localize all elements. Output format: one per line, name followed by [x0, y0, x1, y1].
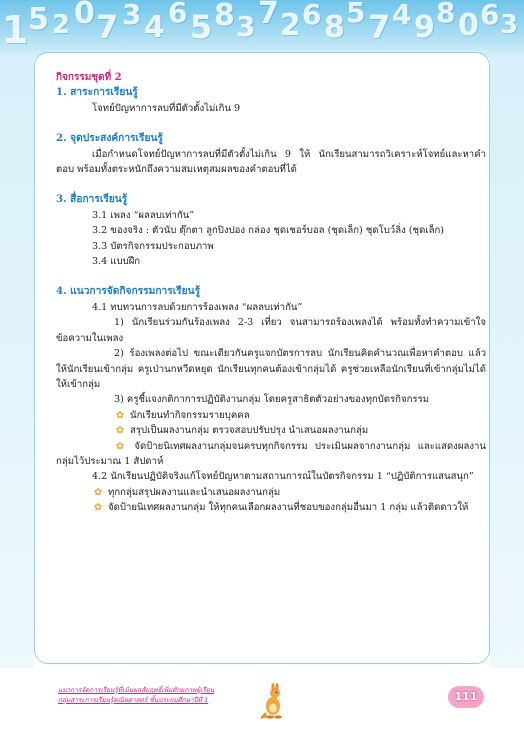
header-digit: 7: [368, 8, 391, 46]
step-4-2: 4.2 นักเรียนปฏิบัติจริงแก้โจทย์ปัญหาตามสถานการณ์ในบัตรกิจกรรม 1 “ปฏิบัติการแสนสนุก”: [92, 471, 474, 483]
step-4-1: 4.1 ทบทวนการลบด้วยการร้องเพลง “ผลลบเท่ากัน”: [92, 301, 303, 313]
header-digit: 1: [2, 8, 29, 52]
step-4-1-3: 3) ครูชี้แจงกติกาการปฏิบัติงานกลุ่ม โดยครูสาธิตตัวอย่างของทุกบัตรกิจกรรม: [114, 394, 430, 406]
header-digit: 5: [28, 2, 49, 37]
header-digit: 8: [324, 10, 345, 45]
header-digit: 2: [52, 10, 71, 40]
left-side-band: [0, 58, 34, 668]
star-bullet-icon: ✿: [116, 409, 125, 421]
header-digit: 6: [168, 0, 188, 29]
header-banner: [0, 0, 524, 58]
bullet-item: ✿ จัดป้ายนิเทศผลงานกลุ่ม ให้ทุกคนเลือกผลงานที่ชอบของกลุ่มอื่นมา 1 กลุ่ม แล้วติดดาวให้: [94, 502, 469, 514]
header-digit: 6: [480, 0, 500, 31]
header-digit: 5: [190, 8, 213, 46]
document-body: [56, 70, 486, 516]
bullet-item: ✿ ทุกกลุ่มสรุปผลงานและนำเสนอผลงานกลุ่ม: [94, 486, 281, 498]
right-side-band: [490, 58, 524, 668]
header-digit: 3: [236, 10, 256, 43]
star-bullet-icon: ✿: [116, 440, 129, 452]
section-2-heading: 2. จุดประสงค์การเรียนรู้: [56, 132, 163, 145]
header-digit: 5: [346, 0, 366, 29]
header-digit: 3: [122, 0, 142, 31]
bullet-item: ✿ นักเรียนทำกิจกรรมรายบุคคล: [116, 409, 250, 421]
footer-line-1: แนวการจัดการเรียนรู้ที่เน้นผลสัมฤทธิ์เพิ่มศักยภาพผู้เรียน: [58, 686, 215, 694]
media-item: 3.1 เพลง “ผลลบเท่ากัน”: [92, 209, 195, 221]
header-digit: 2: [280, 8, 301, 43]
step-4-1-2: 2) ร้องเพลงต่อไป ขณะเดียวกันครูแจกบัตรการลบ นักเรียนคิดคำนวณเพื่อหาคำตอบ แล้วให้นักเรียนเข้ากลุ่ม ครูเป่านกหวีดหยุด นักเรียนทุกคนต้องเข้ากลุ่มได้ ครูช่วยเหลือนักเรียนที่เข้ากลุ่มไม่ได้ให้เข้ากลุ่ม: [56, 348, 486, 390]
star-bullet-icon: ✿: [94, 486, 103, 498]
section-1-heading: 1. สาระการเรียนรู้: [56, 86, 138, 99]
media-item: 3.4 แบบฝึก: [92, 256, 141, 268]
bullet-item: ✿ สรุปเป็นผลงานกลุ่ม ตรวจสอบปรับปรุง นำเสนอผลงานกลุ่ม: [116, 425, 369, 437]
star-bullet-icon: ✿: [94, 502, 103, 514]
bullet-item: ✿ จัดป้ายนิเทศผลงานกลุ่มจนครบทุกกิจกรรม ประเมินผลจากงานกลุ่ม และแสดงผลงานกลุ่มไว้ประมาณ 1 สัปดาห์: [56, 440, 486, 467]
section-3-heading: 3. สื่อการเรียนรู้: [56, 193, 128, 206]
section-1-text: โจทย์ปัญหาการลบที่มีตัวตั้งไม่เกิน 9: [92, 102, 241, 114]
header-digit: 4: [144, 10, 165, 45]
media-item: 3.3 บัตรกิจกรรมประกอบภาพ: [92, 240, 214, 252]
star-bullet-icon: ✿: [116, 425, 125, 437]
header-digit: 8: [214, 0, 235, 33]
page-number: 111: [448, 686, 484, 708]
header-digit: 0: [458, 8, 479, 43]
header-digit: 8: [436, 0, 456, 29]
section-2-text: เมื่อกำหนดโจทย์ปัญหาการลบที่มีตัวตั้งไม่เกิน 9 ให้ นักเรียนสามารถวิเคราะห์โจทย์และหาคำตอบ พร้อมทั้งตระหนักถึงความสมเหตุสมผลของคำตอบที่ได้: [56, 148, 486, 176]
header-digit: 9: [414, 10, 435, 45]
footer-caption: [58, 685, 258, 705]
media-item: 3.2 ของจริง : ตัวนับ ตุ๊กตา ลูกปิงปอง กล่อง ชุดเชอร์บอล (ชุดเล็ก) ชุดโบว์ลิ่ง (ชุดเล็ก): [92, 225, 445, 237]
header-digit: 0: [74, 0, 95, 31]
header-digit: 4: [392, 0, 412, 31]
kangaroo-icon: [258, 682, 286, 720]
activity-title: กิจกรรมชุดที่ 2: [56, 72, 122, 83]
header-digit: 6: [302, 0, 322, 31]
header-digit: 3: [500, 10, 519, 40]
header-digit: 7: [96, 8, 119, 46]
section-4-heading: 4. แนวการจัดกิจกรรมการเรียนรู้: [56, 285, 201, 298]
header-digit: 7: [258, 0, 279, 31]
step-4-1-1: 1) นักเรียนร่วมกันร้องเพลง 2-3 เที่ยว จนสามารถร้องเพลงได้ พร้อมทั้งทำความเข้าใจข้อความในเพลง: [56, 317, 486, 344]
footer-line-2: กลุ่มสาระการเรียนรู้คณิตศาสตร์ ชั้นประถมศึกษาปีที่ 1: [58, 696, 209, 704]
